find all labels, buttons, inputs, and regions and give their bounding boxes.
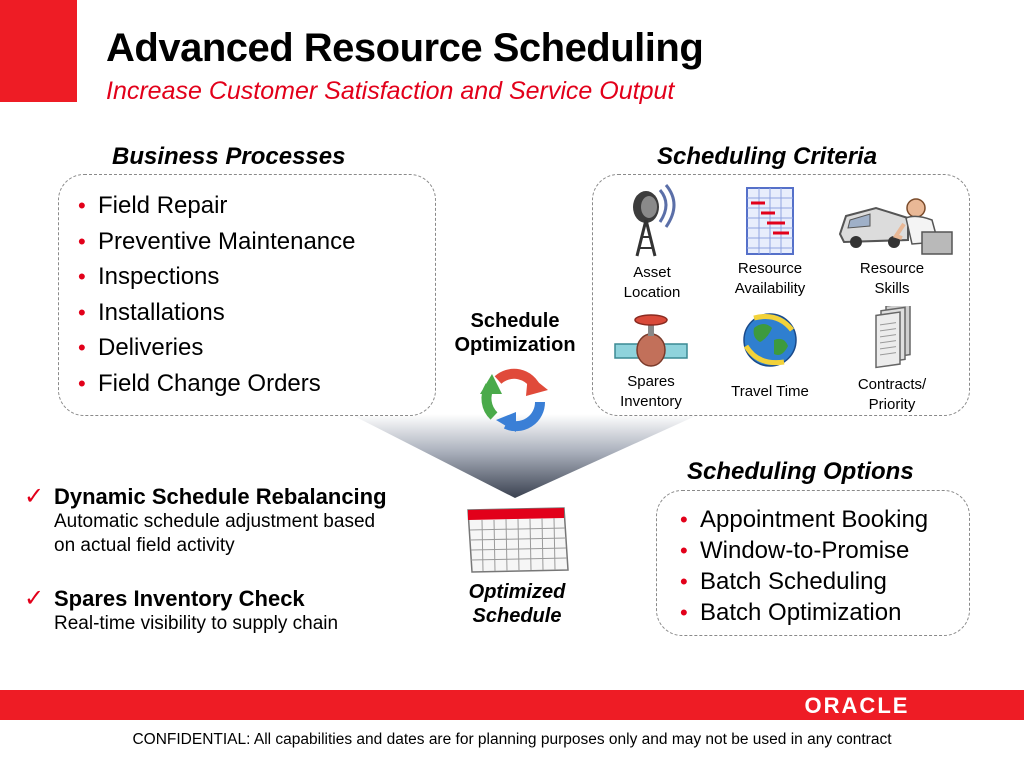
optimized-schedule-label: Optimized Schedule xyxy=(468,581,566,627)
checkmark-icon: ✓ xyxy=(24,585,45,612)
cycle-arrows-icon xyxy=(478,362,552,434)
antenna-tower-icon xyxy=(620,182,680,258)
list-item: • Deliveries xyxy=(78,334,204,361)
oracle-logo xyxy=(793,692,921,718)
scheduling-options-list xyxy=(680,504,928,628)
page-subtitle: Increase Customer Satisfaction and Service Output xyxy=(106,77,675,105)
list-item: • Installations xyxy=(78,298,225,326)
list-item: • Appointment Booking xyxy=(680,506,929,533)
globe-icon xyxy=(738,308,802,372)
list-item: • Preventive Maintenance xyxy=(78,227,356,255)
schedule-calendar-icon xyxy=(464,504,574,576)
contracts-priority-label: Contracts/ Priority xyxy=(857,376,927,413)
capability-spares-check: Spares Inventory Check Real-time visibility to supply chain xyxy=(54,586,339,634)
resource-skills-label: Resource Skills xyxy=(859,260,925,297)
spares-inventory-label: Spares Inventory xyxy=(620,373,682,410)
list-item: • Field Repair xyxy=(78,192,228,219)
confidential-notice: CONFIDENTIAL: All capabilities and dates are for planning purposes only and may not be used in any contract xyxy=(132,731,892,748)
document-stack-icon xyxy=(872,306,914,372)
page-title: Advanced Resource Scheduling xyxy=(106,26,704,70)
scheduling-options-heading: Scheduling Options xyxy=(687,458,914,485)
business-processes-list xyxy=(78,188,355,401)
checkmark-icon: ✓ xyxy=(24,483,45,510)
asset-location-label: Asset Location xyxy=(623,264,681,301)
van-technician-icon xyxy=(836,194,958,258)
capability-item xyxy=(24,482,44,511)
business-processes-heading: Business Processes xyxy=(112,143,346,170)
scheduling-criteria-heading: Scheduling Criteria xyxy=(657,143,878,170)
pipe-valve-icon xyxy=(613,310,689,370)
capability-dynamic-rebalancing: Dynamic Schedule Rebalancing Automatic schedule adjustment based on actual field activity xyxy=(54,484,387,556)
svg-text:ORACLE: ORACLE xyxy=(804,693,910,718)
list-item: • Field Change Orders xyxy=(78,369,321,397)
resource-availability-label: Resource Availability xyxy=(734,260,806,297)
list-item: • Batch Scheduling xyxy=(680,568,887,595)
list-item: • Inspections xyxy=(78,263,220,290)
schedule-optimization-label: Schedule Optimization xyxy=(454,310,576,356)
calendar-grid-icon xyxy=(745,186,795,256)
list-item: • Batch Optimization xyxy=(680,599,902,626)
travel-time-label: Travel Time xyxy=(731,383,809,400)
list-item: • Window-to-Promise xyxy=(680,537,910,564)
capability-item xyxy=(24,584,44,613)
